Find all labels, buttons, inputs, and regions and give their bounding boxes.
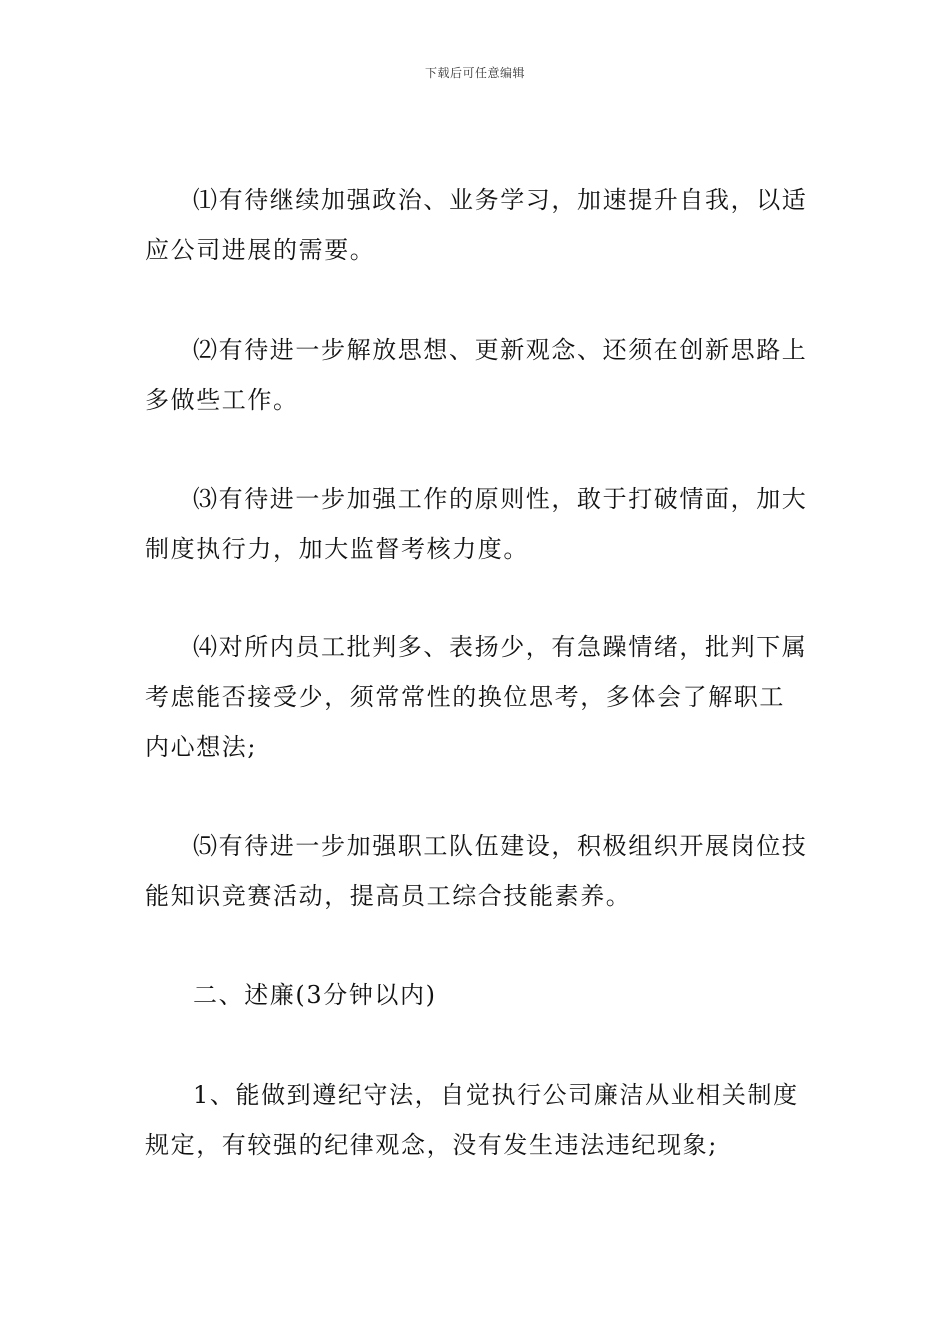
paragraph-item-integrity-1: 1、能做到遵纪守法，自觉执行公司廉洁从业相关制度规定，有较强的纪律观念，没有发生违法违纪现象; [145, 1081, 799, 1159]
paragraph-item-3: ⑶有待进一步加强工作的原则性，敢于打破情面，加大制度执行力，加大监督考核力度。 [145, 485, 808, 563]
paragraph-item-5: ⑸有待进一步加强职工队伍建设，积极组织开展岗位技能知识竞赛活动，提高员工综合技能素养。 [145, 832, 808, 910]
paragraph-item-1: ⑴有待继续加强政治、业务学习，加速提升自我，以适应公司进展的需要。 [145, 186, 808, 264]
section-heading-integrity: 二、述廉(3分钟以内) [193, 981, 437, 1009]
paragraph-item-2: ⑵有待进一步解放思想、更新观念、还须在创新思路上多做些工作。 [145, 336, 808, 414]
page-header: 下载后可任意编辑 [424, 66, 525, 80]
paragraph-item-4: ⑷对所内员工批判多、表扬少，有急躁情绪，批判下属考虑能否接受少，须常常性的换位思考，多体会了解职工内心想法; [145, 633, 808, 761]
